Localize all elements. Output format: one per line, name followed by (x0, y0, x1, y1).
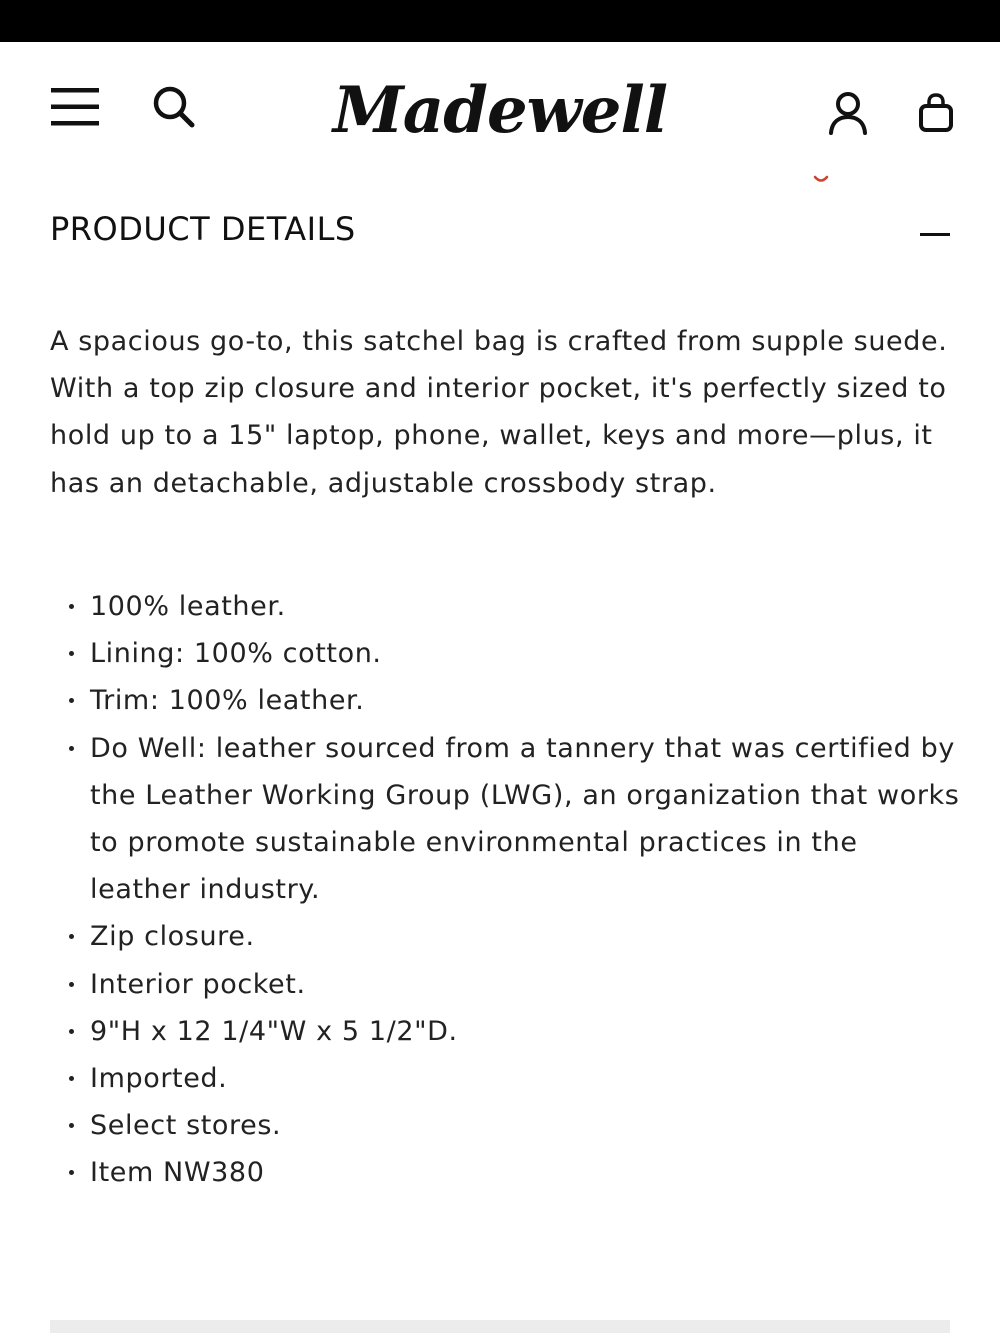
list-item-text: Select stores. (90, 1110, 282, 1142)
bullet-icon (69, 746, 74, 751)
bullet-icon (69, 1029, 74, 1034)
account-icon[interactable] (818, 80, 878, 146)
section-title: PRODUCT DETAILS (50, 210, 356, 248)
hamburger-menu-icon[interactable] (44, 76, 106, 138)
list-item-text: Interior pocket. (90, 968, 306, 1000)
list-item (50, 725, 960, 914)
madewell-logo[interactable] (330, 64, 670, 164)
list-item-text: Item NW380 (90, 1157, 265, 1189)
bullet-icon (69, 1123, 74, 1128)
bullet-icon (69, 604, 74, 609)
bullet-icon (69, 1170, 74, 1175)
list-item (50, 630, 960, 677)
list-item (50, 1008, 960, 1055)
bullet-icon (69, 698, 74, 703)
shopping-bag-icon[interactable] (906, 80, 966, 146)
list-item-text: Imported. (90, 1063, 228, 1095)
site-header (0, 42, 1000, 172)
product-details-list (50, 583, 960, 1197)
collapse-minus-icon[interactable] (920, 233, 950, 236)
product-details-header[interactable] (50, 200, 950, 260)
list-item-text: 9"H x 12 1/4"W x 5 1/2"D. (90, 1015, 458, 1047)
list-item (50, 913, 960, 960)
bullet-icon (69, 1076, 74, 1081)
list-item-text: Lining: 100% cotton. (90, 638, 382, 670)
list-item-text: Do Well: leather sourced from a tannery that was certified by the Leather Working Group (LWG), an organization that works to promote sustainable environmental practices in the leather industry. (90, 732, 960, 906)
bullet-icon (69, 982, 74, 987)
next-section-bar (50, 1320, 950, 1333)
list-item (50, 583, 960, 630)
list-item-text: Zip closure. (90, 921, 255, 953)
list-item (50, 1149, 960, 1196)
product-description: A spacious go-to, this satchel bag is crafted from supple suede. With a top zip closure and interior pocket, it's perfectly sized to hold up to a 15" laptop, phone, wallet, keys and more—plus, it has an detachable, adjustable crossbody strap. (50, 326, 948, 499)
list-item (50, 1055, 960, 1102)
list-item (50, 677, 960, 724)
list-item (50, 1102, 960, 1149)
search-icon[interactable] (144, 76, 204, 138)
list-item-text: 100% leather. (90, 591, 286, 622)
bullet-icon (69, 934, 74, 939)
list-item (50, 961, 960, 1008)
list-item-text: Trim: 100% leather. (90, 685, 365, 717)
logo-text: Madewell (332, 73, 668, 148)
bullet-icon (69, 651, 74, 656)
red-accent-mark (812, 170, 830, 180)
status-bar (0, 0, 1000, 42)
